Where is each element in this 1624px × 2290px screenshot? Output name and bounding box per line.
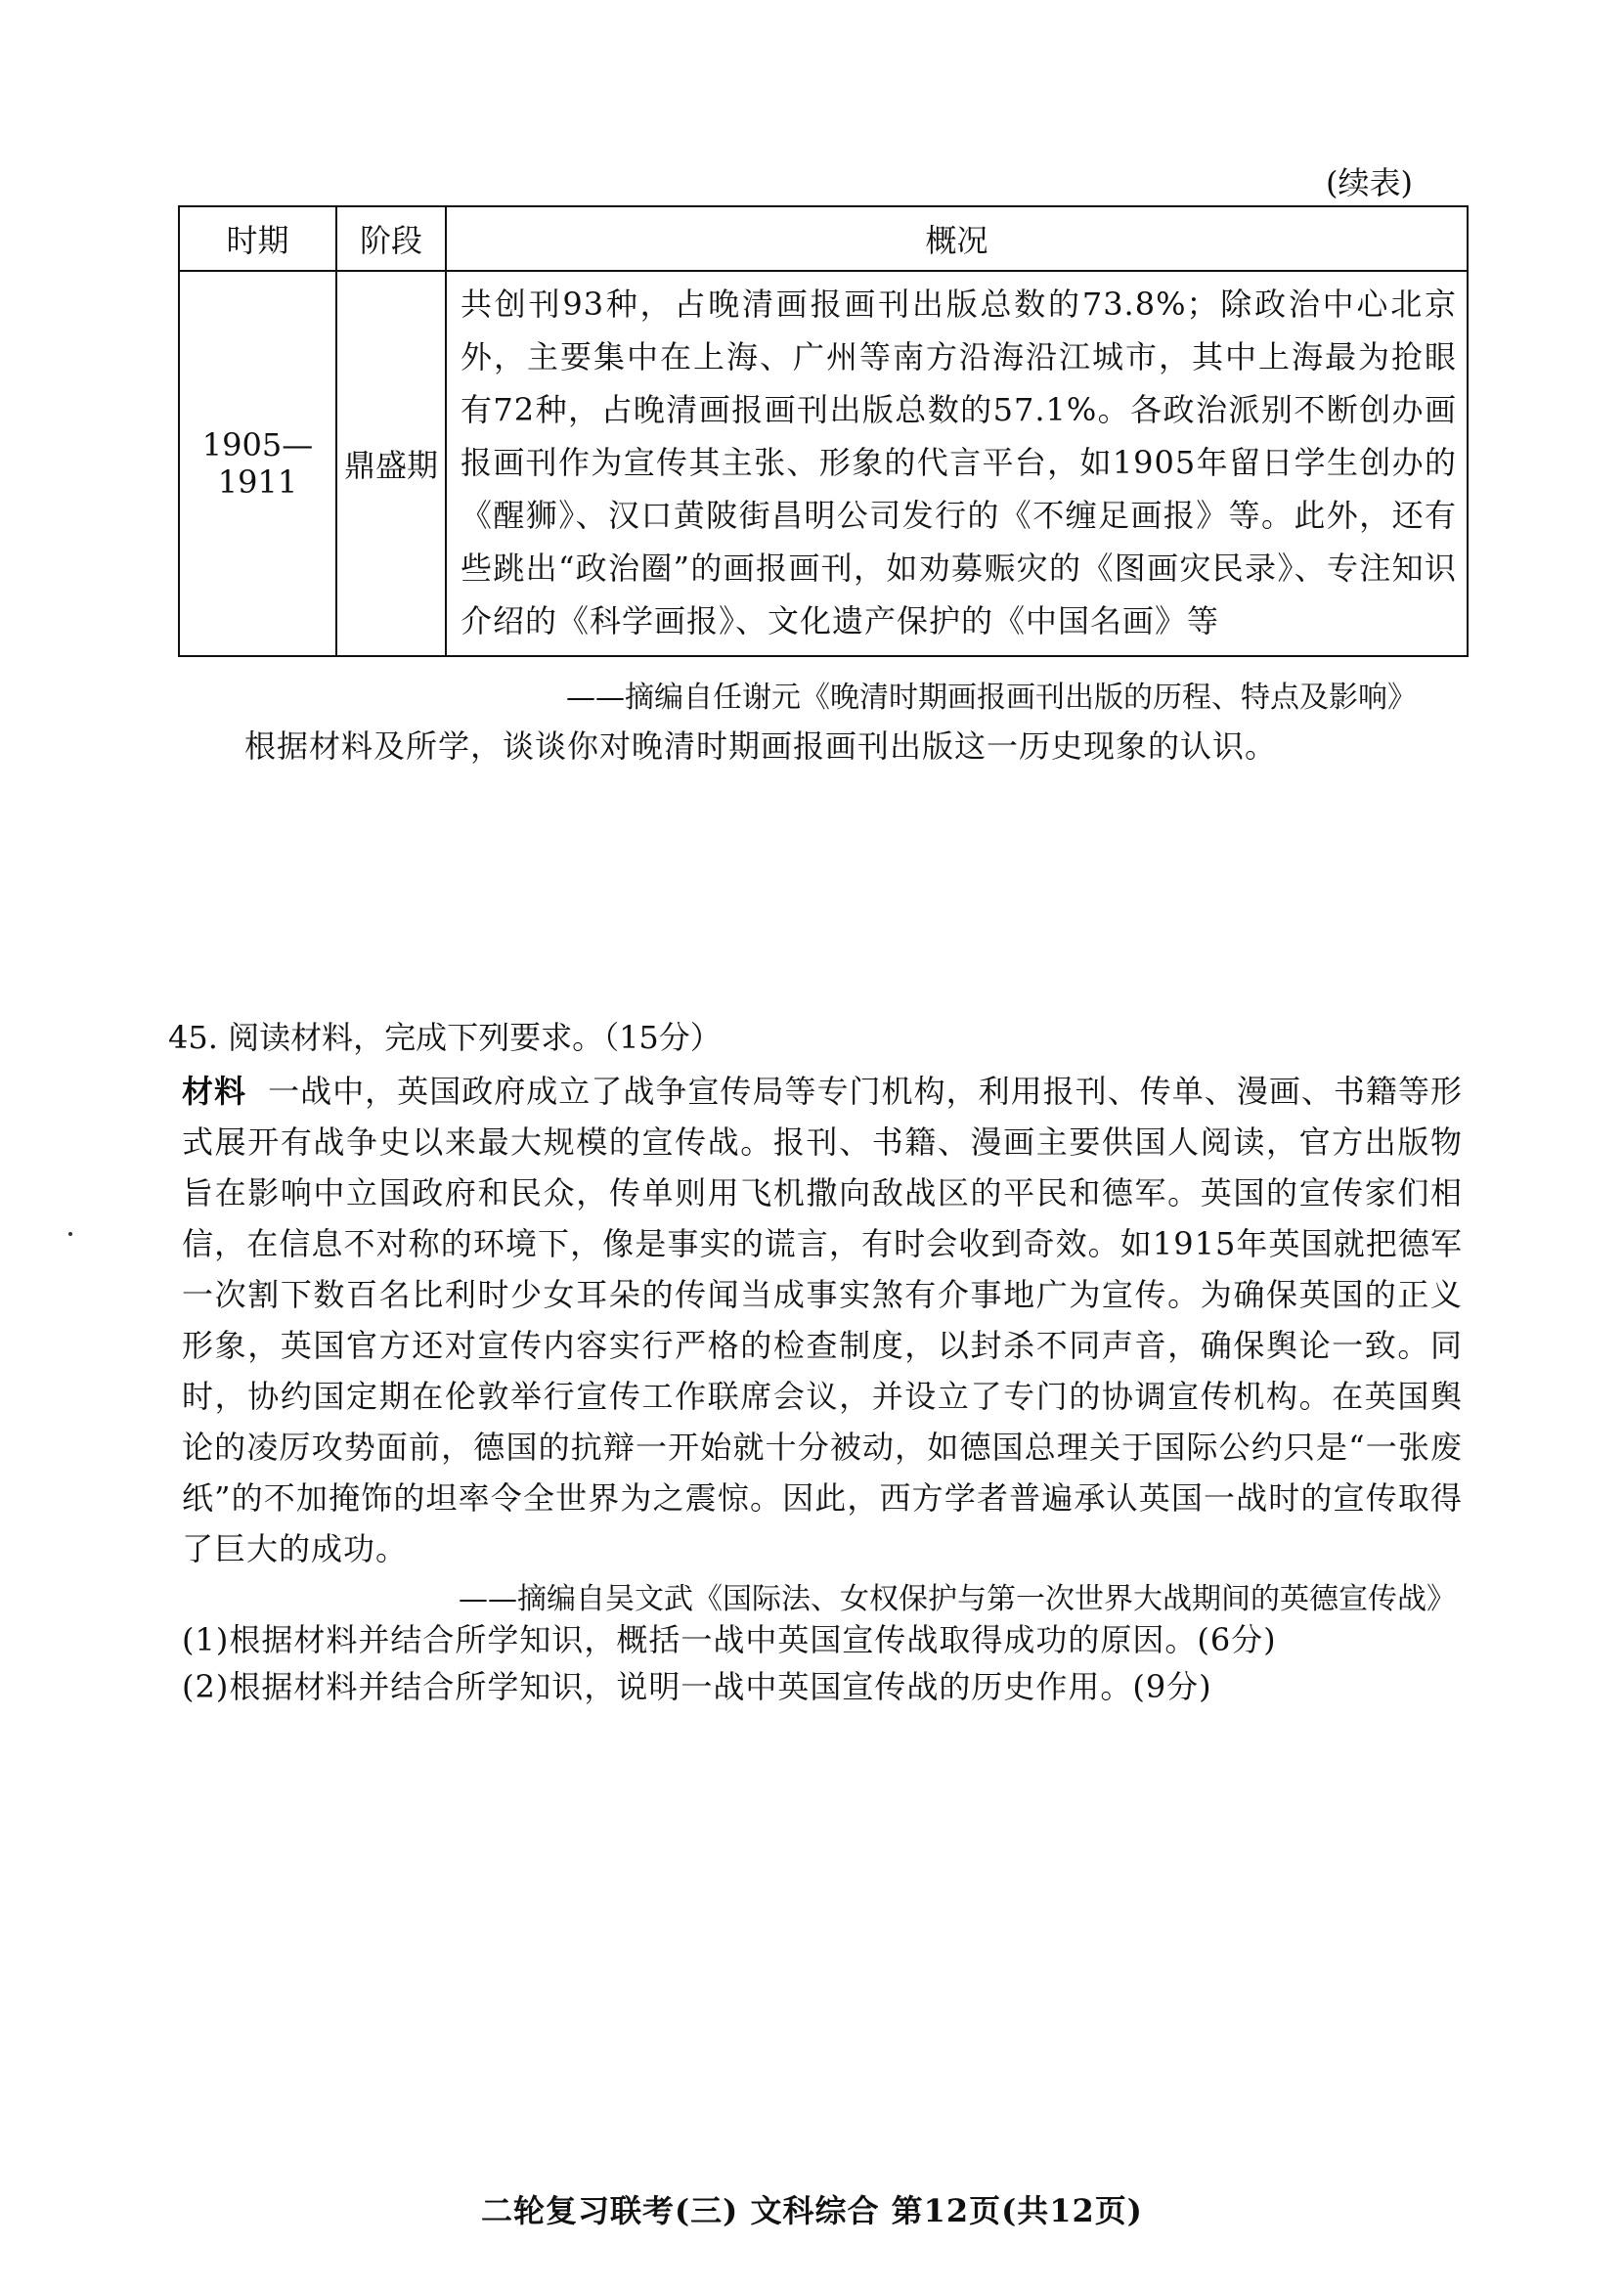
header-summary: 概况 — [446, 206, 1468, 271]
question-44-prompt: 根据材料及所学，谈谈你对晚清时期画报画刊出版这一历史现象的认识。 — [244, 727, 1278, 765]
source-citation-45: ——摘编自吴文武《国际法、女权保护与第一次世界大战期间的英德宣传战》 — [459, 1582, 1456, 1616]
page-footer: 二轮复习联考(三) 文科综合 第12页(共12页) — [481, 2192, 1143, 2229]
cell-period: 1905—1911 — [179, 271, 336, 656]
question-45-material — [182, 1066, 1463, 1574]
material-text: 一战中，英国政府成立了战争宣传局等专门机构，利用报刊、传单、漫画、书籍等形式展开有战争史以来最大规模的宣传战。报刊、书籍、漫画主要供国人阅读，官方出版物旨在影响中立国政府和民众，传单则用飞机撒向敌战区的平民和德军。英国的宣传家们相信，在信息不对称的环境下，像是事实的谎言，有时会收到奇效。如1915年英国就把德军一次割下数百名比利时少女耳朵的传闻当成事实煞有介事地广为宣传。为确保英国的正义形象，英国官方还对宣传内容实行严格的检查制度，以封杀不同声音，确保舆论一致。同时，协约国定期在伦敦举行宣传工作联席会议，并设立了专门的协调宣传机构。在英国舆论的凌厉攻势面前，德国的抗辩一开始就十分被动，如德国总理关于国际公约只是“一张废纸”的不加掩饰的坦率令全世界为之震惊。因此，西方学者普遍承认英国一战时的宣传取得了巨大的成功。 — [182, 1073, 1463, 1567]
header-period: 时期 — [179, 206, 336, 271]
cell-stage: 鼎盛期 — [336, 271, 446, 656]
question-45-heading: 45. 阅读材料，完成下列要求。（15分） — [168, 1019, 722, 1056]
table-row — [179, 271, 1468, 656]
cell-summary: 共创刊93种，占晚清画报画刊出版总数的73.8%；除政治中心北京外，主要集中在上海、广州等南方沿海沿江城市，其中上海最为抢眼有72种，占晚清画报画刊出版总数的57.1%。各政治派别不断创办画报画刊作为宣传其主张、形象的代言平台，如1905年留日学生创办的《醒狮》、汉口黄陂街昌明公司发行的《不缠足画报》等。此外，还有些跳出“政治圈”的画报画刊，如劝募赈灾的《图画灾民录》、专注知识介绍的《科学画报》、文化遗产保护的《中国名画》等 — [446, 271, 1468, 656]
history-table — [178, 205, 1469, 657]
table-header-row — [179, 206, 1468, 271]
header-stage: 阶段 — [336, 206, 446, 271]
question-45-sub-1: (1)根据材料并结合所学知识，概括一战中英国宣传战取得成功的原因。(6分) — [182, 1621, 1277, 1658]
stray-mark — [68, 1232, 72, 1236]
material-label: 材料 — [182, 1073, 247, 1110]
source-citation-44: ——摘编自任谢元《晚清时期画报画刊出版的历程、特点及影响》 — [566, 681, 1417, 715]
continued-label: (续表) — [1326, 164, 1413, 201]
question-45-sub-2: (2)根据材料并结合所学知识，说明一战中英国宣传战的历史作用。(9分) — [182, 1668, 1212, 1705]
